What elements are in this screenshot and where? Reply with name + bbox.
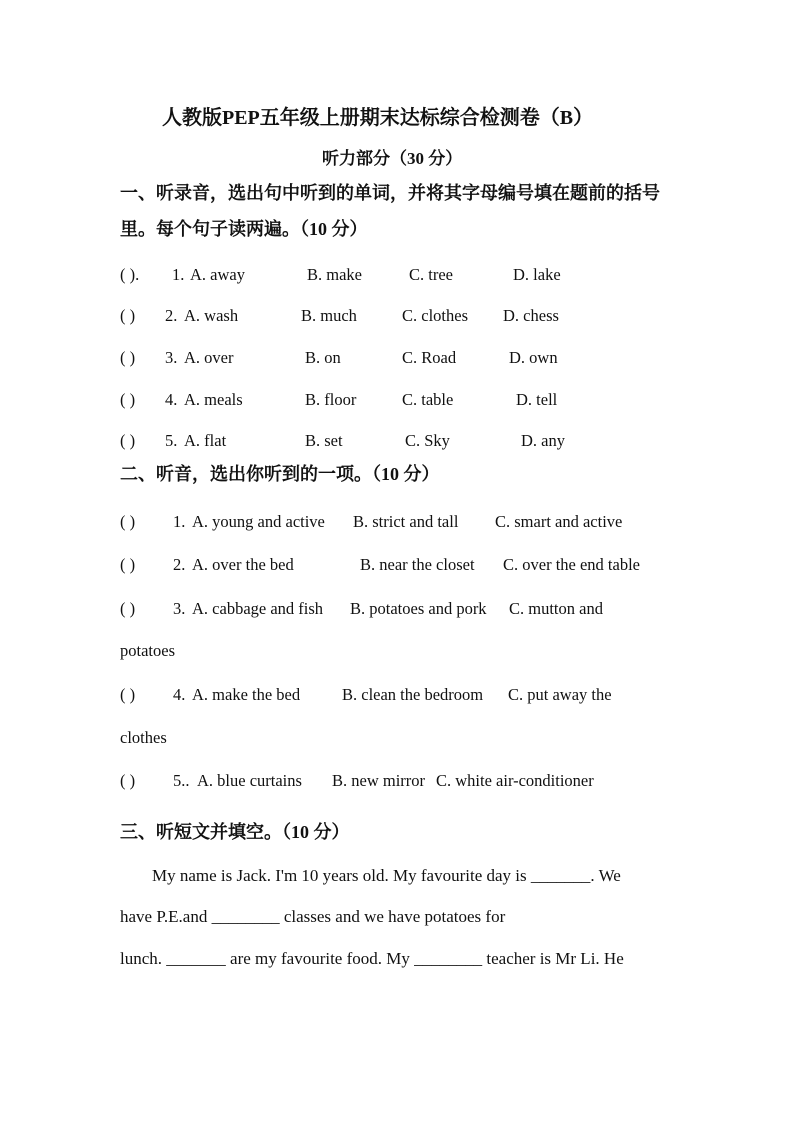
option-c: C. white air-conditioner: [436, 771, 594, 790]
question-number: 1.: [173, 512, 186, 531]
answer-bracket[interactable]: ( ): [120, 599, 136, 618]
option-b: B. make: [307, 265, 362, 284]
option-d: D. lake: [513, 265, 561, 284]
passage-line-1: My name is Jack. I'm 10 years old. My favourite day is _______. We: [152, 866, 621, 885]
question-number: 5..: [173, 771, 190, 790]
option-d: D. any: [521, 431, 565, 450]
answer-bracket[interactable]: ( ): [120, 348, 136, 367]
section2-heading: 二、听音，选出你听到的一项。（10 分）: [120, 464, 440, 484]
option-b: B. set: [305, 431, 343, 450]
answer-bracket[interactable]: ( ): [120, 306, 136, 325]
option-c: C. table: [402, 390, 454, 409]
passage-line-3: lunch. _______ are my favourite food. My ________ teacher is Mr Li. He: [120, 949, 624, 968]
section1-heading-line2: 里。每个句子读两遍。（10 分）: [120, 219, 368, 239]
listening-subtitle: 听力部分（30 分）: [322, 149, 463, 168]
option-a: A. cabbage and fish: [192, 599, 324, 618]
option-b: B. much: [301, 306, 357, 325]
option-c: C. over the end table: [503, 555, 640, 574]
option-a: A. over the bed: [192, 555, 294, 574]
option-d: D. chess: [503, 306, 559, 325]
option-c: C. Road: [402, 348, 457, 367]
answer-bracket[interactable]: ( ): [120, 771, 136, 790]
answer-bracket[interactable]: ( ): [120, 390, 136, 409]
section1-heading-line1: 一、听录音，选出句中听到的单词，并将其字母编号填在题前的括号: [120, 183, 660, 203]
question-number: 3.: [165, 348, 178, 367]
option-a: A. flat: [184, 431, 227, 450]
option-a: A. meals: [184, 390, 243, 409]
passage-line-2: have P.E.and ________ classes and we have potatoes for: [120, 907, 506, 926]
option-c: C. smart and active: [495, 512, 623, 531]
option-b: B. new mirror: [332, 771, 426, 790]
answer-bracket[interactable]: ( ): [120, 431, 136, 450]
question-number: 3.: [173, 599, 186, 618]
answer-bracket[interactable]: ( ): [120, 512, 136, 531]
option-c: C. mutton and: [509, 599, 603, 618]
option-b: B. on: [305, 348, 341, 367]
question-number: 4.: [173, 685, 186, 704]
option-a: A. over: [184, 348, 234, 367]
option-b: B. near the closet: [360, 555, 475, 574]
option-d: D. tell: [516, 390, 558, 409]
section3-heading: 三、听短文并填空。（10 分）: [120, 822, 350, 842]
question-number: 2.: [173, 555, 186, 574]
option-b: B. floor: [305, 390, 357, 409]
answer-bracket[interactable]: ( ): [120, 685, 136, 704]
option-a: A. away: [190, 265, 245, 284]
option-b: B. potatoes and pork: [350, 599, 487, 618]
option-b: B. clean the bedroom: [342, 685, 484, 704]
answer-bracket[interactable]: ( ).: [120, 265, 140, 284]
option-a: A. make the bed: [192, 685, 301, 704]
answer-bracket[interactable]: ( ): [120, 555, 136, 574]
option-c: C. Sky: [405, 431, 450, 450]
option-c-continuation: potatoes: [120, 641, 175, 660]
option-c: C. tree: [409, 265, 453, 284]
page-title: 人教版PEP五年级上册期末达标综合检测卷（B）: [162, 107, 594, 129]
option-c: C. clothes: [402, 306, 468, 325]
option-c: C. put away the: [508, 685, 612, 704]
option-a: A. wash: [184, 306, 239, 325]
question-number: 1.: [172, 265, 185, 284]
option-a: A. blue curtains: [197, 771, 302, 790]
question-number: 4.: [165, 390, 178, 409]
question-number: 5.: [165, 431, 178, 450]
option-a: A. young and active: [192, 512, 325, 531]
question-number: 2.: [165, 306, 178, 325]
option-d: D. own: [509, 348, 558, 367]
option-b: B. strict and tall: [353, 512, 459, 531]
option-c-continuation: clothes: [120, 728, 167, 747]
